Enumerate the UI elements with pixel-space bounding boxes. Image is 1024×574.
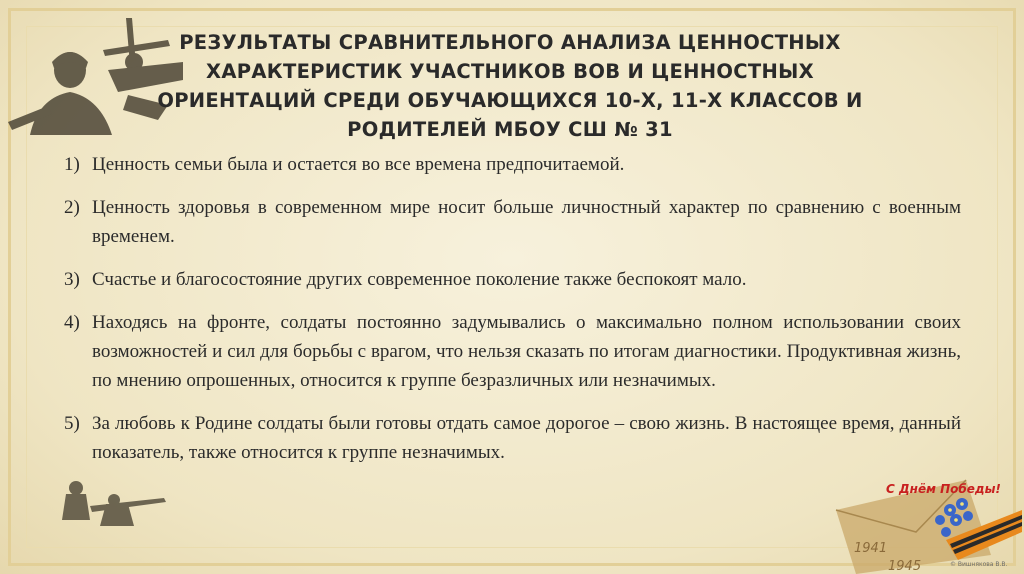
slide-title: РЕЗУЛЬТАТЫ СРАВНИТЕЛЬНОГО АНАЛИЗА ЦЕННОСТНЫХ ХАРАКТЕРИСТИК УЧАСТНИКОВ ВОВ И ЦЕННОСТНЫХ ОРИЕНТАЦИЙ СРЕДИ ОБУЧАЮЩИХСЯ 10-Х, 11-Х КЛАССОВ И РОДИТЕЛЕЙ МБОУ СШ № 31 — [157, 31, 863, 141]
list-item-number: 5) — [64, 413, 80, 434]
list-item — [64, 193, 961, 251]
list-item-text: Находясь на фронте, солдаты постоянно задумывались о максимально полном использовании своих возможностей и сил для борьбы с врагом, что нельзя сказать по итогам диагностики. Продуктивная жизнь, по мнению опрошенных, относится к группе безразличных или незначимых. — [92, 312, 961, 391]
list-item-number: 4) — [64, 312, 80, 333]
list-item-number: 2) — [64, 197, 80, 218]
list-item — [64, 150, 961, 179]
list-item-text: Ценность семьи была и остается во все времена предпочитаемой. — [92, 154, 625, 175]
list-item — [64, 265, 961, 294]
year-1945-label: 1945 — [888, 559, 922, 574]
list-item-text: За любовь к Родине солдаты были готовы отдать самое дорогое – свою жизнь. В настоящее время, данный показатель, также относится к группе незначимых. — [92, 413, 961, 463]
list-item — [64, 409, 961, 467]
victory-day-label: С Днём Победы! — [886, 482, 1001, 496]
list-item-number: 1) — [64, 154, 80, 175]
list-item-text: Ценность здоровья в современном мире носит больше личностный характер по сравнению с военным временем. — [92, 197, 961, 247]
list-item-number: 3) — [64, 269, 80, 290]
author-watermark: © Вишнякова В.В. — [950, 561, 1008, 568]
list-item — [64, 308, 961, 395]
list-item-text: Счастье и благосостояние других современное поколение также беспокоят мало. — [92, 269, 747, 290]
year-1941-label: 1941 — [854, 541, 888, 556]
findings-list — [64, 150, 961, 481]
